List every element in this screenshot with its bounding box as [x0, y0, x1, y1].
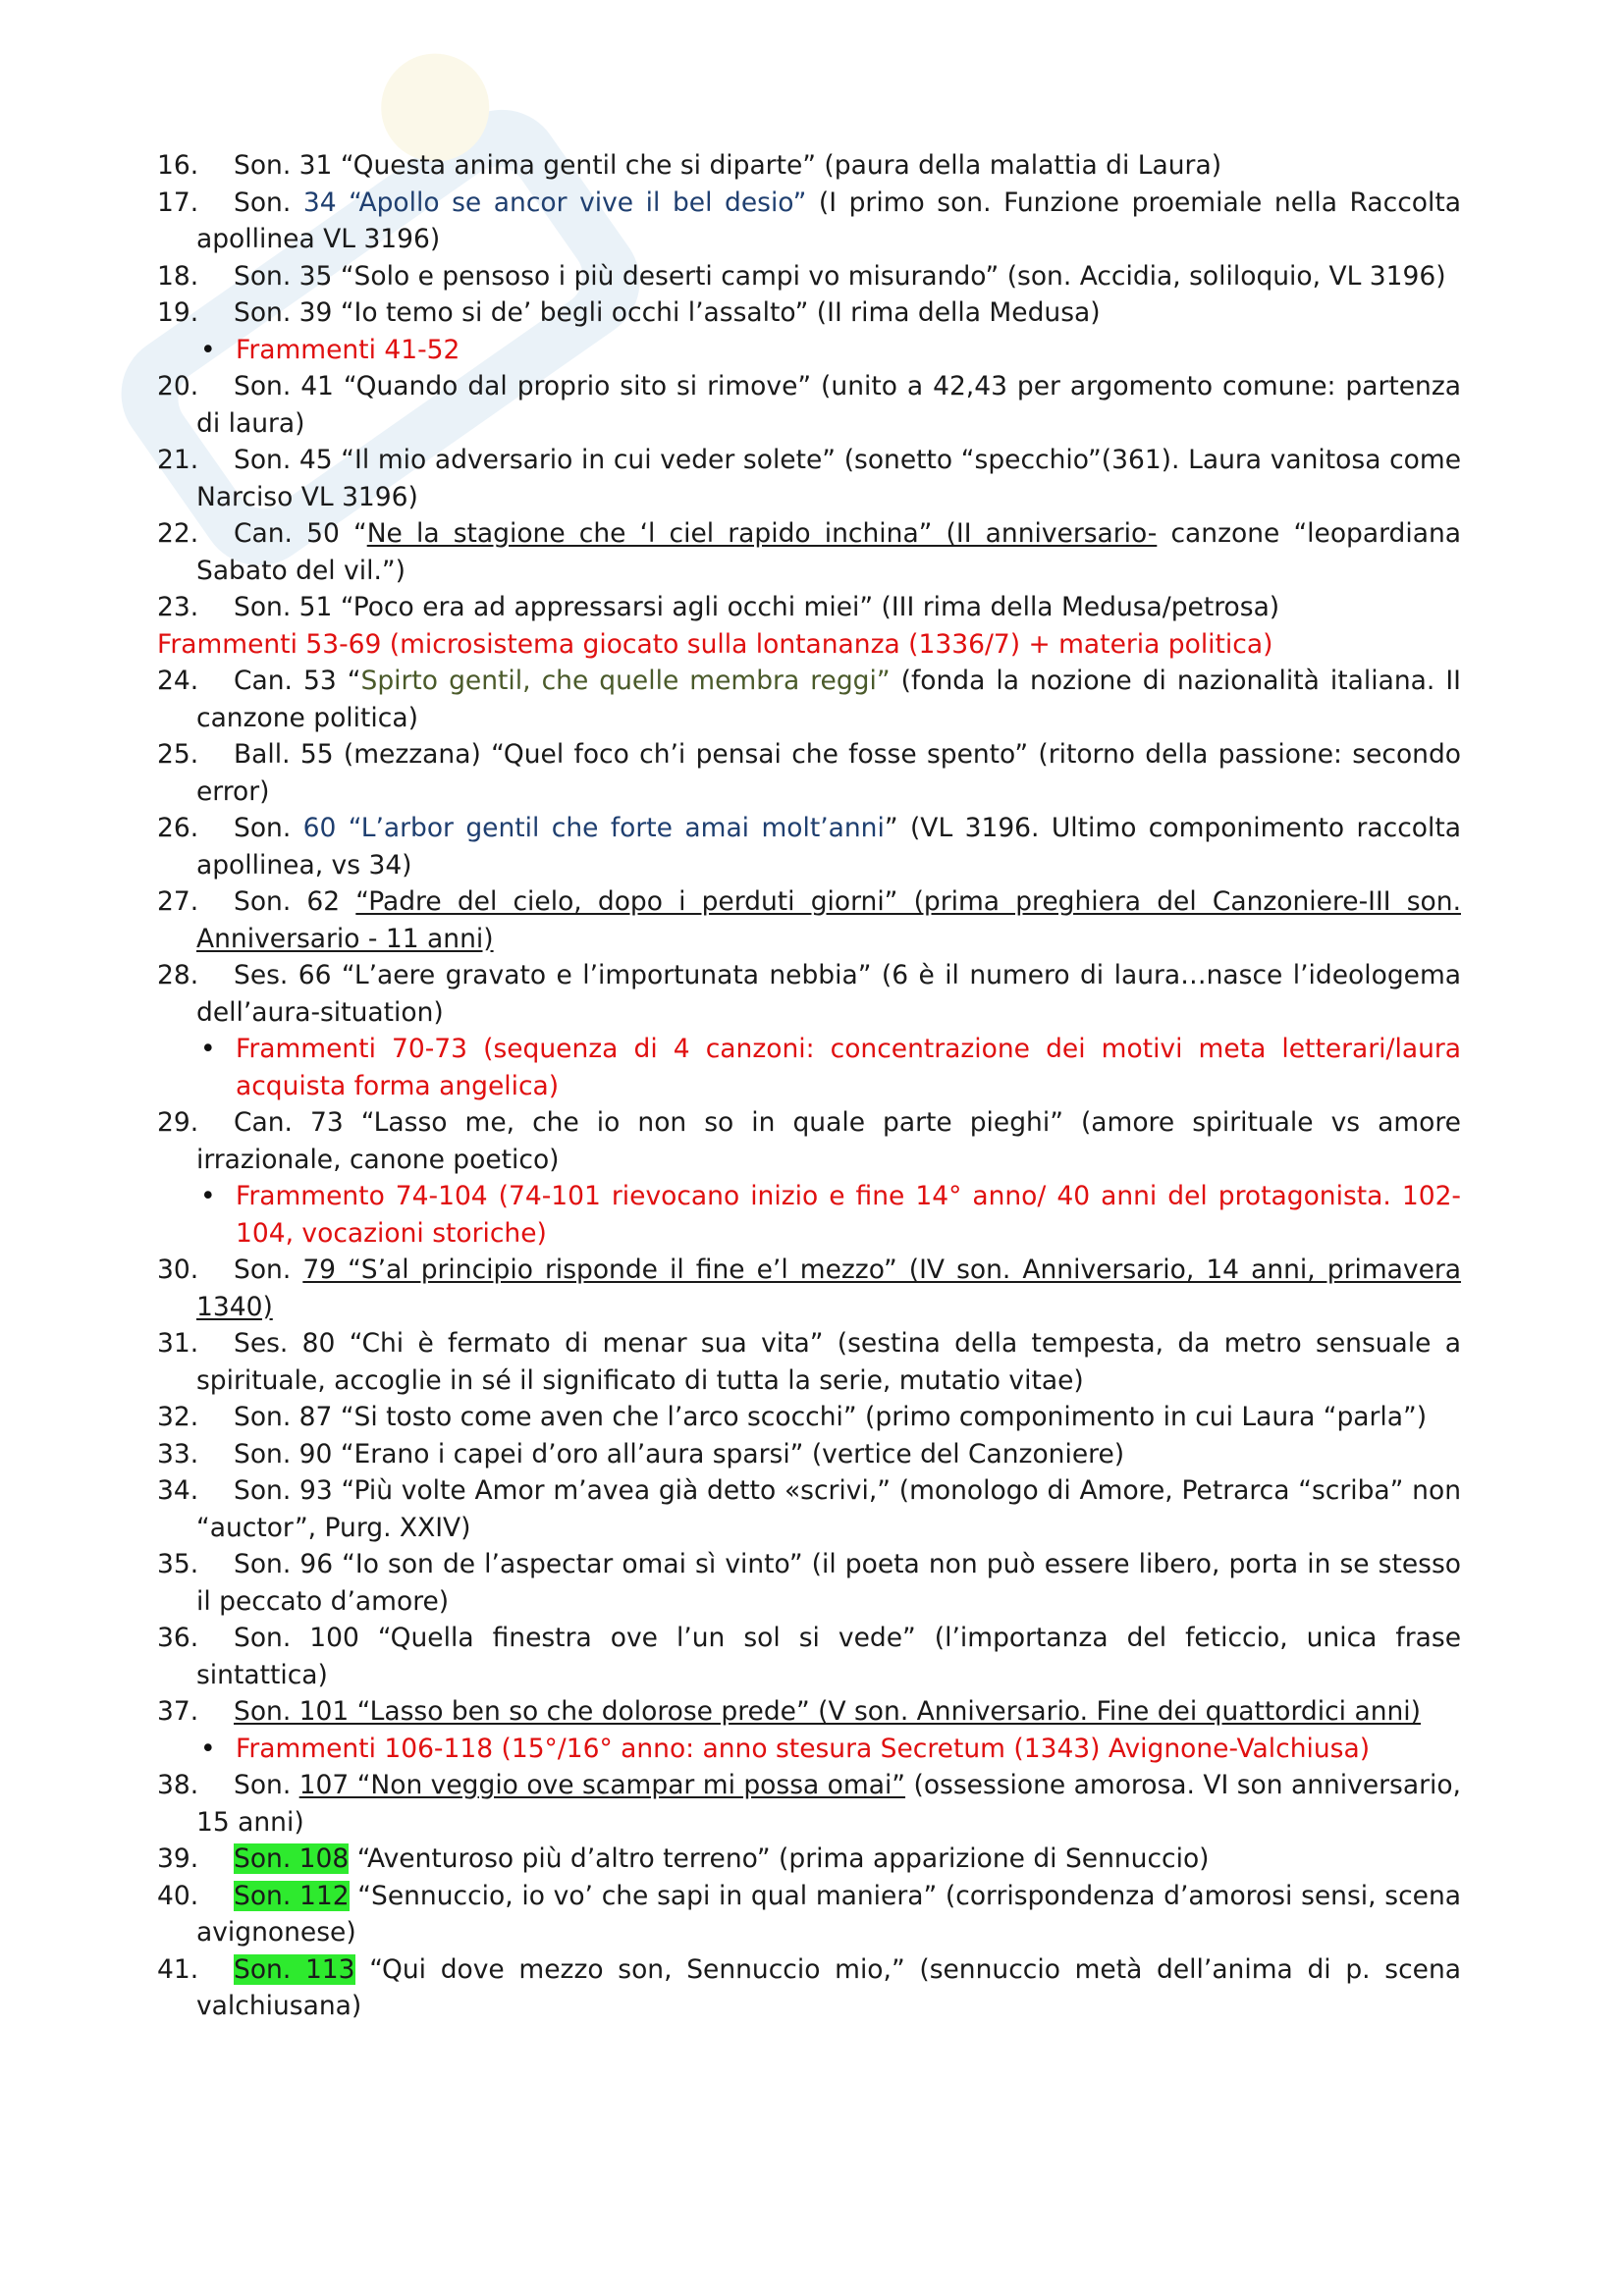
section-bullet: • Frammenti 106-118 (15°/16° anno: anno stesura Secretum (1343) Avignone-Valchiusa) [200, 1733, 1371, 1764]
list-item: 19. Son. 39 “Io temo si de’ begli occhi l’assalto” (II rima della Medusa) [157, 297, 1101, 328]
list-item: 22. Can. 50 “Ne la stagione che ‘l ciel rapido inchina” (II anniversario- canzone “leopardiana Sabato del vil.”) [157, 518, 1461, 586]
list-item: 20. Son. 41 “Quando dal proprio sito si rimove” (unito a 42,43 per argomento comune: partenza di laura) [157, 371, 1461, 439]
list-item: 28. Ses. 66 “L’aere gravato e l’importunata nebbia” (6 è il numero di laura…nasce l’ideologema dell’aura-situation) [157, 960, 1461, 1028]
list-item: 34. Son. 93 “Più volte Amor m’avea già detto «scrivi,” (monologo di Amore, Petrarca “scriba” non “auctor”, Purg. XXIV) [157, 1475, 1461, 1543]
list-item: 41. Son. 113 “Qui dove mezzo son, Sennuccio mio,” (sennuccio metà dell’anima di p. scena valchiusana) [157, 1953, 1461, 2021]
list-item: 31. Ses. 80 “Chi è fermato di menar sua vita” (sestina della tempesta, da metro sensuale a spirituale, accoglie in sé il significato di tutta la serie, mutatio vitae) [157, 1328, 1461, 1396]
list-item: 23. Son. 51 “Poco era ad appressarsi agli occhi miei” (III rima della Medusa/petrosa) [157, 592, 1280, 622]
section-bullet: • Frammento 74-104 (74-101 rievocano inizio e fine 14° anno/ 40 anni del protagonista. 102-104, vocazioni storiche) [200, 1181, 1461, 1249]
section-heading: Frammenti 53-69 (microsistema giocato sulla lontananza (1336/7) + materia politica) [157, 628, 1273, 660]
list-item: 36. Son. 100 “Quella finestra ove l’un sol si vede” (l’importanza del feticcio, unica frase sintattica) [157, 1623, 1461, 1690]
list-item: 27. Son. 62 “Padre del cielo, dopo i perduti giorni” (prima preghiera del Canzoniere-III son. Anniversario - 11 anni) [157, 886, 1461, 954]
list-item: 37. Son. 101 “Lasso ben so che dolorose prede” (V son. Anniversario. Fine dei quattordici anni) [157, 1696, 1421, 1727]
list-item: 35. Son. 96 “Io son de l’aspectar omai sì vinto” (il poeta non può essere libero, porta in se stesso il peccato d’amore) [157, 1549, 1461, 1617]
section-bullet: • Frammenti 41-52 [200, 334, 460, 365]
list-item: 32. Son. 87 “Si tosto come aven che l’arco scocchi” (primo componimento in cui Laura “parla”) [157, 1402, 1428, 1432]
list-item: 33. Son. 90 “Erano i capei d’oro all’aura sparsi” (vertice del Canzoniere) [157, 1438, 1125, 1469]
list-item: 24. Can. 53 “Spirto gentil, che quelle membra reggi” (fonda la nozione di nazionalità italiana. II canzone politica) [157, 666, 1461, 733]
list-item: 30. Son. 79 “S’al principio risponde il fine e’l mezzo” (IV son. Anniversario, 14 anni, primavera 1340) [157, 1255, 1462, 1322]
list-item: 25. Ball. 55 (mezzana) “Quel foco ch’i pensai che fosse spento” (ritorno della passione: secondo error) [157, 739, 1461, 807]
document-body [157, 147, 1461, 2025]
list-item: 39. Son. 108 “Aventuroso più d’altro terreno” (prima apparizione di Sennuccio) [157, 1843, 1210, 1874]
list-item: 17. Son. 34 “Apollo se ancor vive il bel desio” (I primo son. Funzione proemiale nella Raccolta apollinea VL 3196) [157, 187, 1461, 254]
section-bullet: • Frammenti 70-73 (sequenza di 4 canzoni: concentrazione dei motivi meta letterari/laura acquista forma angelica) [200, 1034, 1461, 1101]
list-item: 40. Son. 112 “Sennuccio, io vo’ che sapi in qual maniera” (corrispondenza d’amorosi sensi, scena avignonese) [157, 1880, 1461, 1948]
list-item: 26. Son. 60 “L’arbor gentil che forte amai molt’anni” (VL 3196. Ultimo componimento raccolta apollinea, vs 34) [157, 813, 1461, 881]
list-item: 38. Son. 107 “Non veggio ove scampar mi possa omai” (ossessione amorosa. VI son anniversario, 15 anni) [157, 1770, 1461, 1838]
list-item: 29. Can. 73 “Lasso me, che io non so in quale parte pieghi” (amore spirituale vs amore irrazionale, canone poetico) [157, 1107, 1461, 1175]
list-item: 21. Son. 45 “Il mio adversario in cui veder solete” (sonetto “specchio”(361). Laura vanitosa come Narciso VL 3196) [157, 445, 1461, 512]
list-item: 18. Son. 35 “Solo e pensoso i più deserti campi vo misurando” (son. Accidia, soliloquio, VL 3196) [157, 260, 1446, 292]
list-item: 16. Son. 31 “Questa anima gentil che si diparte” (paura della malattia di Laura) [157, 150, 1222, 181]
